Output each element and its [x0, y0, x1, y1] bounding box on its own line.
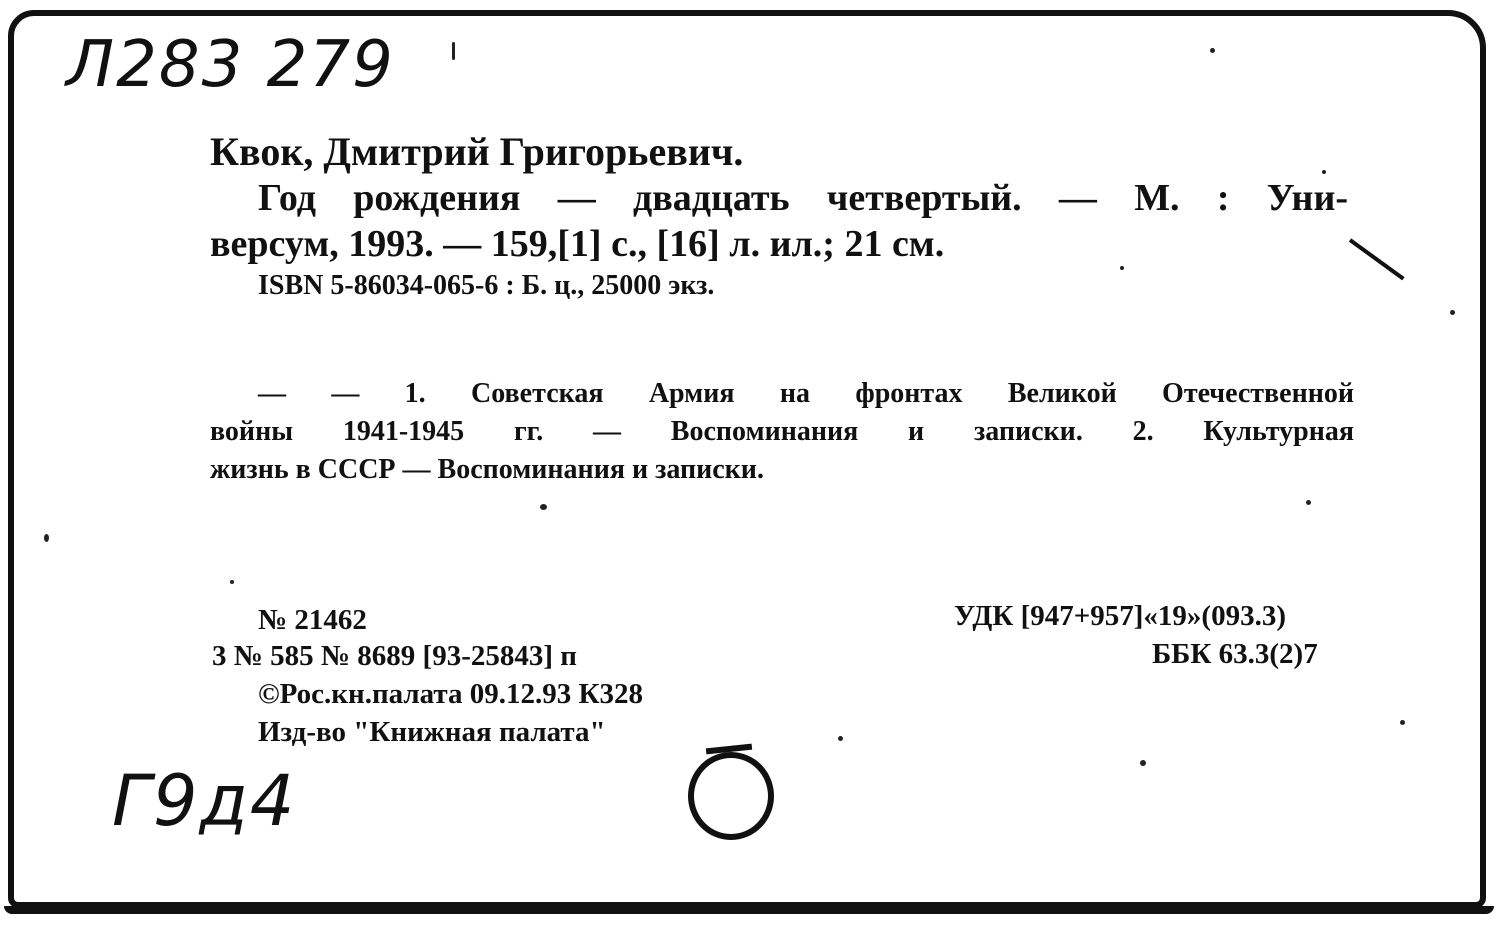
isbn-line: ISBN 5-86034-065-6 : Б. ц., 25000 экз.	[258, 270, 715, 301]
ink-speck	[1400, 720, 1405, 725]
ink-speck	[1322, 170, 1326, 174]
punch-hole-icon	[688, 752, 774, 840]
ink-speck	[1120, 266, 1124, 270]
order-line: 3 № 585 № 8689 [93-25843] п	[212, 640, 577, 672]
title-line-2: версум, 1993. — 159,[1] с., [16] л. ил.; 21 см.	[210, 223, 945, 265]
card-bottom-edge	[4, 906, 1494, 914]
copyright-line: ©Рос.кн.палата 09.12.93 К328	[258, 678, 644, 710]
handwritten-call-number: Л283 279	[66, 28, 395, 102]
ink-speck	[1210, 48, 1215, 53]
ink-speck	[838, 736, 843, 741]
title-line-1: Год рождения — двадцать четвертый. — М. : Уни-	[258, 177, 1348, 219]
publisher-line: Изд-во "Книжная палата"	[258, 716, 606, 748]
ink-speck	[1450, 310, 1455, 315]
subjects-line-1: — — 1. Советская Армия на фронтах Великой Отечественной	[258, 378, 1354, 409]
ink-speck	[1306, 500, 1311, 505]
ink-speck	[44, 534, 49, 542]
subjects-line-3: жизнь в СССР — Воспоминания и записки.	[210, 454, 764, 485]
bbk-code: ББК 63.3(2)7	[1152, 638, 1318, 670]
author-heading: Квок, Дмитрий Григорьевич.	[210, 129, 744, 174]
record-number: № 21462	[258, 604, 367, 636]
ink-speck	[452, 42, 455, 60]
subjects-line-2: войны 1941-1945 гг. — Воспоминания и записки. 2. Культурная	[210, 416, 1354, 447]
handwritten-shelf-mark: Г9д4	[112, 760, 297, 842]
ink-speck	[1140, 760, 1146, 766]
udk-code: УДК [947+957]«19»(093.3)	[954, 600, 1286, 632]
ink-speck	[540, 504, 547, 510]
ink-speck	[230, 580, 234, 584]
